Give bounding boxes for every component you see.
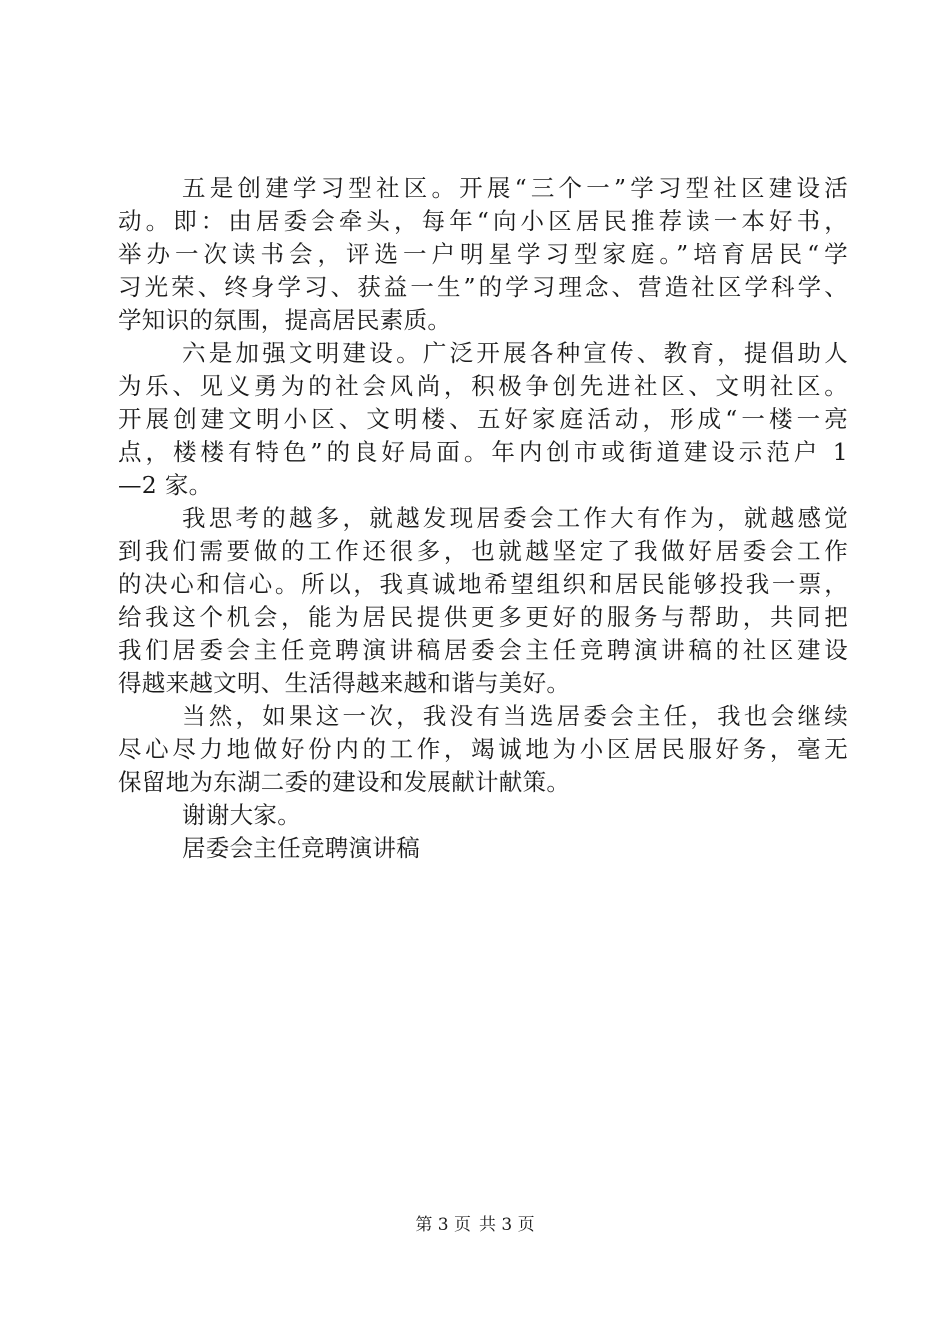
document-title-line: 居委会主任竞聘演讲稿 bbox=[182, 834, 420, 862]
page-footer bbox=[0, 1213, 950, 1237]
page-number-total: 共 3 页 bbox=[479, 1215, 535, 1235]
document-body bbox=[118, 172, 848, 865]
paragraph-line: 点，楼楼有特色”的良好局面。年内创市或街道建设示范户 1 bbox=[118, 438, 848, 466]
closing-line: 谢谢大家。 bbox=[182, 801, 301, 829]
paragraph-line: 为乐、见义勇为的社会风尚，积极争创先进社区、文明社区。 bbox=[118, 372, 848, 400]
paragraph-line: 保留地为东湖二委的建设和发展献计献策。 bbox=[118, 768, 571, 796]
paragraph-line: 动。即：由居委会牵头，每年“向小区居民推荐读一本好书， bbox=[118, 207, 848, 235]
paragraph-line: 当然，如果这一次，我没有当选居委会主任，我也会继续 bbox=[182, 702, 848, 730]
page-number-current: 第 3 页 bbox=[415, 1215, 471, 1235]
paragraph-line: 我思考的越多，就越发现居委会工作大有作为，就越感觉 bbox=[182, 504, 848, 532]
paragraph-line: 我们居委会主任竞聘演讲稿居委会主任竞聘演讲稿的社区建设 bbox=[118, 636, 848, 664]
paragraph-line: 举办一次读书会，评选一户明星学习型家庭。”培育居民“学 bbox=[118, 240, 848, 268]
paragraph-line: —2 家。 bbox=[118, 471, 213, 499]
paragraph-line: 尽心尽力地做好份内的工作，竭诚地为小区居民服好务，毫无 bbox=[118, 735, 848, 763]
paragraph-line: 得越来越文明、生活得越来越和谐与美好。 bbox=[118, 669, 571, 697]
paragraph-line: 给我这个机会，能为居民提供更多更好的服务与帮助，共同把 bbox=[118, 603, 848, 631]
paragraph-line: 学知识的氛围，提高居民素质。 bbox=[118, 306, 452, 334]
paragraph-line: 五是创建学习型社区。开展“三个一”学习型社区建设活 bbox=[182, 174, 848, 202]
paragraph-line: 到我们需要做的工作还很多，也就越坚定了我做好居委会工作 bbox=[118, 537, 848, 565]
paragraph-line: 六是加强文明建设。广泛开展各种宣传、教育，提倡助人 bbox=[182, 339, 848, 367]
paragraph-line: 的决心和信心。所以，我真诚地希望组织和居民能够投我一票， bbox=[118, 570, 848, 598]
paragraph-line: 开展创建文明小区、文明楼、五好家庭活动，形成“一楼一亮 bbox=[118, 405, 848, 433]
paragraph-line: 习光荣、终身学习、获益一生”的学习理念、营造社区学科学、 bbox=[118, 273, 848, 301]
